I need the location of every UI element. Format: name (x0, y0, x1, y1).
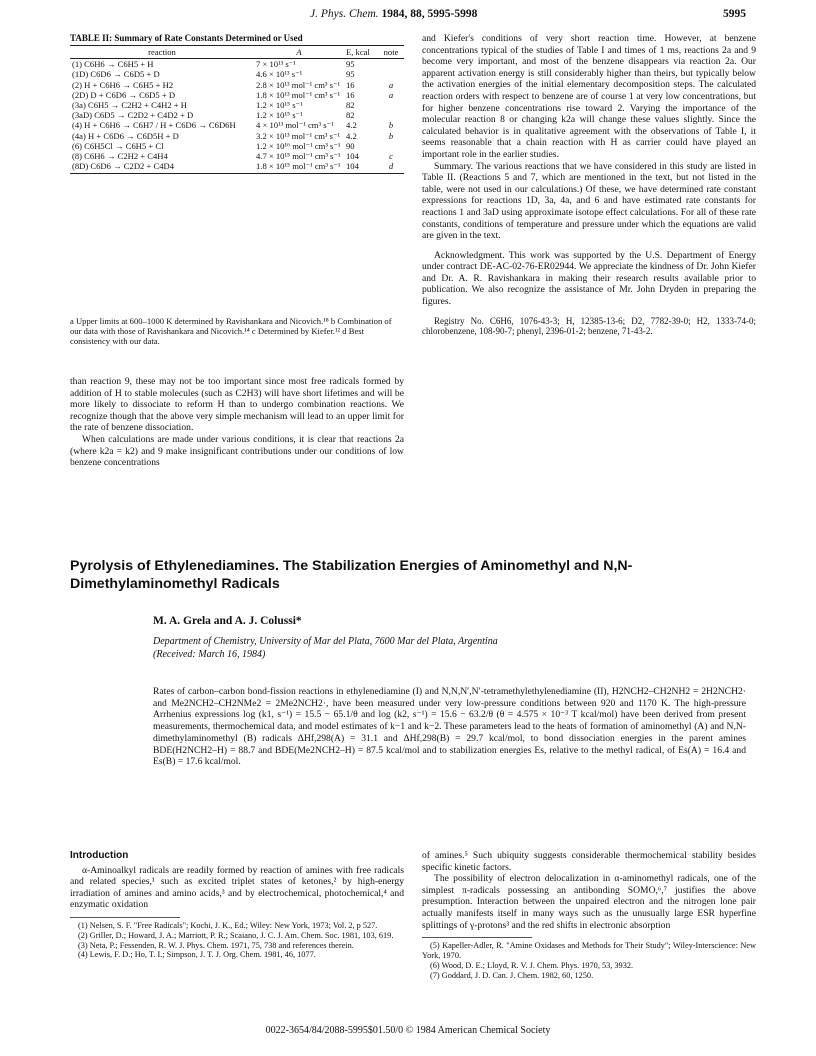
affiliation-text: Department of Chemistry, University of Mar del Plata, 7600 Mar del Plata, Argentina (153, 636, 498, 647)
running-header (0, 8, 816, 24)
intro-right-column (422, 850, 756, 980)
intro-heading: Introduction (70, 850, 129, 861)
cell-reaction: (1) C6H6 → C6H5 + H (72, 59, 154, 70)
table-row (70, 59, 404, 70)
cell-note: a (388, 89, 394, 100)
cell-reaction: (3aD) C6D5 → C2D2 + C4D2 + D (72, 110, 194, 121)
col-header-a: A (254, 46, 344, 59)
cell-reaction: (2) H + C6H6 → C6H5 + H2 (72, 79, 174, 90)
page-number: 5995 (723, 8, 746, 20)
right-body-column (422, 33, 756, 337)
table-row (70, 69, 404, 79)
cell-e: 4.2 (346, 120, 357, 131)
article-affiliation (153, 636, 713, 661)
table-row (70, 120, 404, 130)
cell-e: 16 (346, 89, 355, 100)
cell-note: b (388, 120, 394, 131)
cell-reaction: (2D) D + C6D6 → C6D5 + D (72, 89, 176, 100)
cell-note: d (378, 161, 404, 174)
article-abstract: Rates of carbon–carbon bond-fission reactions in ethylenediamine (I) and N,N,N′,N′-tetramethylethylenediamine (II), H2NCH2–CH2NH2 = 2H2NCH2· and Me2NCH2–CH2NMe2 = 2Me2NCH2·, have been measured under very low-pressure conditions between 920 and 1170 K. The high-pressure Arrhenius expressions log (k1, s⁻¹) = 15.5 − 65.1/θ and log (k2, s⁻¹) = 15.6 − 63.2/θ (θ = 4.575 × 10⁻³ T kcal/mol) have been derived from present measurements, thermochemical data, and model estimates of k−1 and k−2. These parameters lead to the heats of formation of aminomethyl (A) and N,N-dimethylaminomethyl (B) radicals ΔHf,298(A) = 31.1 and ΔHf,298(B) = 29.7 kcal/mol, to bond dissociation energies in the parent amines BDE(H2NCH2–H) = 88.7 and BDE(Me2NCH2–H) = 87.5 kcal/mol and to stabilization energies Es, relative to the methyl radical, of Es(A) = 16.4 and Es(B) = 17.6 kcal/mol. (153, 686, 746, 768)
table-row (70, 110, 404, 120)
rate-constants-table (70, 45, 404, 174)
left-body-column (70, 376, 404, 469)
cell-a: 1.8 × 10¹³ mol⁻¹ cm³ s⁻¹ (256, 89, 341, 100)
footnote: (1) Nelsen, S. F. "Free Radicals"; Kochi, J. K., Ed.; Wiley: New York, 1973; Vol. 2, p 527. (78, 920, 378, 930)
col-header-note: note (378, 46, 404, 59)
summary-paragraph: Summary. The various reactions that we have considered in this study are listed in Table II. (Reactions 5 and 7, which are mentioned in the text, but not listed in the table, were not used in our calculations.) Of these, we have determined rate constant expressions for reactions 1D, 3a, 4a, and 6 and have estimated rate constants for reactions 1 and 3aD using approximate isotope effect calculations. For all of these rate constants, conditions of temperature and pressure under which the equations are valid are given in the text. (422, 160, 756, 242)
cell-reaction: (4a) H + C6D6 → C6D5H + D (72, 130, 179, 141)
cell-note (378, 100, 404, 110)
cell-e: 4.2 (346, 130, 357, 141)
received-date: (Received: March 16, 1984) (153, 648, 266, 660)
cell-reaction: (8) C6H6 → C2H2 + C4H4 (72, 151, 168, 162)
table-title: TABLE II: Summary of Rate Constants Determined or Used (70, 33, 303, 43)
table-row (70, 131, 404, 141)
registry-paragraph: Registry No. C6H6, 1076-43-3; H, 12385-13-6; D2, 7782-39-0; H2, 1333-74-0; chlorobenzene, 108-90-7; phenyl, 2396-01-2; benzene, 71-43-2. (422, 315, 756, 337)
copyright-footer: 0022-3654/84/2088-5995$01.50/0 © 1984 American Chemical Society (265, 1025, 551, 1036)
footnote: (6) Wood, D. E.; Lloyd, R. V. J. Chem. Phys. 1970, 53, 3932. (430, 960, 634, 970)
cell-note: a (388, 79, 394, 90)
footnote-rule (422, 937, 532, 938)
table-row (70, 80, 404, 90)
cell-a: 1.2 × 10¹⁵ s⁻¹ (256, 100, 303, 111)
cell-reaction: (8D) C6D6 → C2D2 + C4D4 (70, 161, 254, 174)
cell-e: 95 (346, 59, 355, 70)
cell-e: 104 (344, 161, 378, 174)
body-paragraph: When calculations are made under various conditions, it is clear that reactions 2a (where k2a = k2) and 9 make insignificant contributions under our conditions of low benzene concentrations (70, 433, 404, 469)
footnote: (2) Griller, D.; Howard, J. A.; Marriott, P. R.; Scaiano, J. C. J. Am. Chem. Soc. 1981, 103, 619. (78, 930, 394, 940)
cell-a: 4 × 10¹³ mol⁻¹ cm³ s⁻¹ (256, 120, 334, 131)
table-row (70, 141, 404, 151)
col-header-e: E, kcal (344, 46, 378, 59)
intro-left-column (70, 850, 404, 960)
footnote: (4) Lewis, F. D.; Ho, T. I.; Simpson, J. T. J. Org. Chem. 1981, 46, 1077. (78, 950, 316, 960)
cell-e: 82 (346, 110, 355, 121)
table-row (70, 151, 404, 161)
intro-paragraph: of amines.⁵ Such ubiquity suggests considerable thermochemical stability besides specific kinetic factors. (422, 850, 756, 873)
cell-e: 90 (346, 140, 355, 151)
cell-reaction: (3a) C6H5 → C2H2 + C4H2 + H (72, 100, 187, 111)
table-row (70, 100, 404, 110)
footnote-rule (70, 917, 180, 918)
acknowledgment-paragraph: Acknowledgment. This work was supported by the U.S. Department of Energy under contract DE-AC-02-76-ER02944. We appreciate the kindness of Dr. John Kiefer and Dr. A. R. Ravishankara in making their research results available prior to publication. We also recognize the assistance of Mr. John Dryden in preparing the figures. (422, 249, 756, 308)
footnote: (3) Neta, P.; Fessenden, R. W. J. Phys. Chem. 1971, 75, 738 and references therein. (78, 940, 354, 950)
cell-a: 4.7 × 10¹⁵ mol⁻¹ cm³ s⁻¹ (256, 151, 341, 162)
col-header-reaction: reaction (70, 46, 254, 59)
footnote: (5) Kapeller-Adler, R. "Amine Oxidases and Methods for Their Study"; Wiley-Interscience: New York, 1970. (422, 941, 756, 960)
cell-reaction: (6) C6H5Cl → C6H5 + Cl (72, 140, 164, 151)
intro-paragraph: α-Aminoalkyl radicals are readily formed by reaction of amines with free radicals and related species,¹ such as excited triplet states of ketones,² by high-energy irradiation of amines and amino acids,³ and by electrochemical, photochemical,⁴ and enzymatic oxidation (70, 864, 404, 911)
table-notes: a Upper limits at 600–1000 K determined by Ravishankara and Nicovich.¹⁸ b Combination of our data with those of Ravishankara and Nicovich.¹⁴ c Determined by Kiefer.¹² d Best consistency with our data. (70, 316, 392, 347)
cell-note (378, 141, 404, 151)
cell-note (378, 110, 404, 120)
cell-a: 1.2 × 10¹⁵ s⁻¹ (256, 110, 303, 121)
article-title: Pyrolysis of Ethylenediamines. The Stabilization Energies of Aminomethyl and N,N-Dimethylaminomethyl Radicals (70, 558, 633, 592)
intro-paragraph: The possibility of electron delocalization in α-aminomethyl radicals, one of the simplest π-radicals possessing an antibonding SOMO,⁶,⁷ justifies the above presumption. Interaction between the unpaired electron and the nitrogen lone pair actually manifests itself in many ways such as the unusually large ESR hyperfine splittings of γ-protons³ and the red shifts in electronic absorption (422, 873, 756, 931)
body-paragraph: and Kiefer's conditions of very short reaction time. However, at benzene concentrations typical of the studies of Table I and times of 1 ms, reactions 2a and 9 become very important, and most of the benzene disappears via reaction 2a. Our apparent activation energy is still considerably higher than theirs, but typically below the activation energies of the initial elementary decomposition steps. The calculated reaction orders with respect to benzene are of course 1 at very low concentrations, but for higher benzene concentrations rise toward 2. Varying the importance of the molecular reaction 8 or changing k2a will change these values slightly. Since the calculated behavior is in qualitative agreement with the observations of Table I, it seems reasonable that a chain reaction with H as carrier could have played an important role in the earlier studies. (422, 33, 756, 160)
cell-note (378, 69, 404, 79)
cell-a: 3.2 × 10¹³ mol⁻¹ cm³ s⁻¹ (256, 130, 341, 141)
cell-e: 16 (346, 79, 355, 90)
cell-a: 1.8 × 10¹⁵ mol⁻¹ cm³ s⁻¹ (254, 161, 344, 174)
cell-reaction: (4) H + C6H6 → C6H7 / H + C6D6 → C6D6H (72, 120, 236, 131)
table-header-row (70, 46, 404, 59)
table-row (70, 90, 404, 100)
cell-a: 2.8 × 10¹³ mol⁻¹ cm³ s⁻¹ (256, 79, 341, 90)
footnote: (7) Goddard, J. D. Can. J. Chem. 1982, 60, 1250. (430, 970, 594, 980)
body-paragraph: than reaction 9, these may not be too important since most free radicals formed by addition of H to stable molecules (such as C2H3) will have short lifetimes and will be more likely to dissociate to reform H than to undergo combination reactions. We recognize though that the above very simple mechanism will lead to an upper limit for the rate of benzene dissociation. (70, 376, 404, 434)
cell-note: c (389, 151, 393, 162)
journal-citation: J. Phys. Chem. 1984, 88, 5995-5998 (310, 8, 478, 20)
cell-a: 1.2 × 10¹⁶ mol⁻¹ cm³ s⁻¹ (256, 140, 341, 151)
cell-a: 4.6 × 10¹³ s⁻¹ (256, 69, 303, 80)
cell-a: 7 × 10¹³ s⁻¹ (256, 59, 296, 70)
cell-note: b (388, 130, 394, 141)
table-row (70, 161, 404, 174)
cell-e: 104 (346, 151, 359, 162)
article-authors: M. A. Grela and A. J. Colussi* (153, 615, 302, 627)
cell-e: 95 (346, 69, 355, 80)
cell-e: 82 (346, 100, 355, 111)
cell-reaction: (1D) C6D6 → C6D5 + D (72, 69, 160, 80)
cell-note (378, 59, 404, 70)
